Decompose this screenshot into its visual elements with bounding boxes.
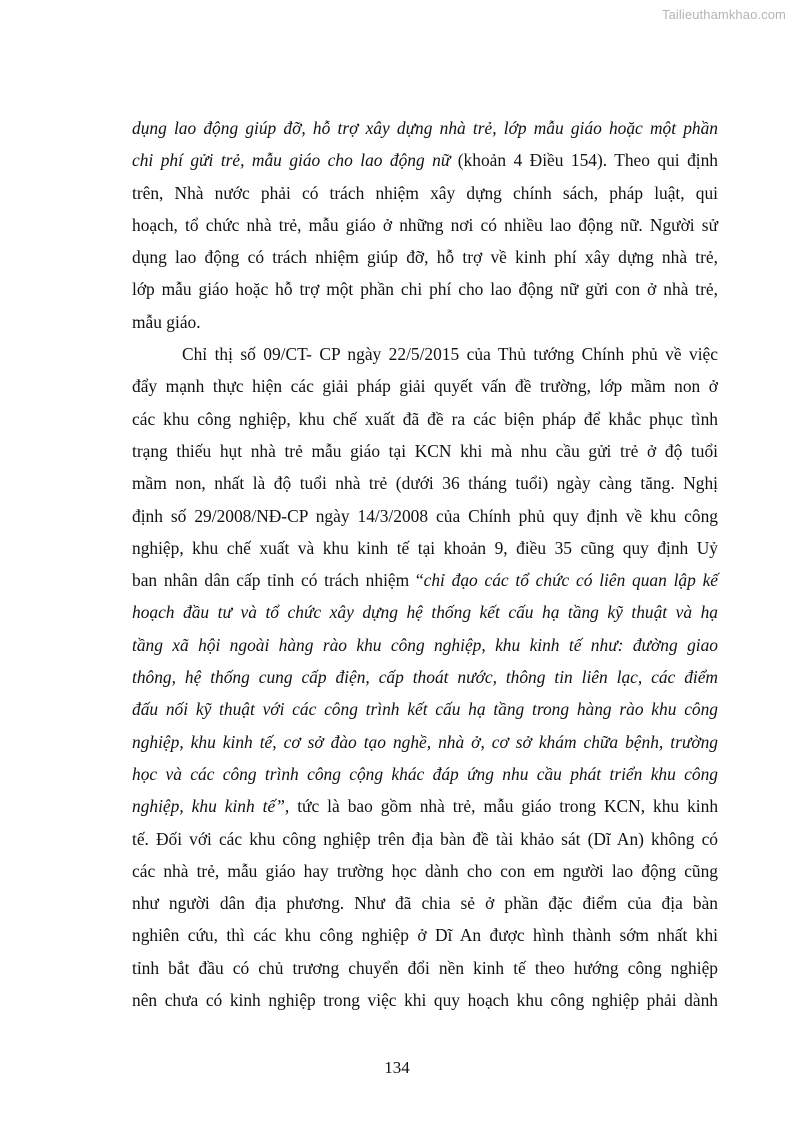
text-line (132, 112, 718, 144)
text-line (132, 306, 718, 338)
text-segment: trạng thiếu hụt nhà trẻ mẫu giáo tại KCN khi mà nhu cầu gửi trẻ ở độ tuổi (132, 440, 718, 461)
text-segment: mầm non, nhất là độ tuổi nhà trẻ (dưới 36 tháng tuổi) ngày càng tăng. Nghị (132, 473, 718, 494)
text-line (132, 887, 718, 919)
text-segment: như người dân địa phương. Như đã chia sẻ ở phần đặc điểm của địa bàn (132, 893, 718, 914)
text-segment: nghiệp, khu chế xuất và khu kinh tế tại khoản 9, điều 35 cũng quy định Uỷ (132, 537, 718, 558)
text-line (132, 758, 718, 790)
text-line (132, 209, 718, 241)
watermark: Tailieuthamkhao.com (661, 7, 786, 22)
text-line (132, 952, 718, 984)
italic-text-segment: thông, hệ thống cung cấp điện, cấp thoát nước, thông tin liên lạc, các điểm (132, 667, 718, 688)
text-segment: Chỉ thị số 09/CT- CP ngày 22/5/2015 của Thủ tướng Chính phủ về việc (182, 344, 718, 365)
text-segment: tỉnh bắt đầu có chủ trương chuyển đổi nền kinh tế theo hướng công nghiệp (132, 957, 718, 978)
text-line (132, 177, 718, 209)
italic-text-segment: dụng lao động giúp đỡ, hỗ trợ xây dựng nhà trẻ, lớp mẫu giáo hoặc một phần (132, 118, 718, 138)
document-body (132, 112, 718, 1016)
italic-text-segment: tầng xã hội ngoài hàng rào khu công nghiệp, khu kinh tế như: đường giao (132, 634, 718, 655)
text-line (132, 661, 718, 693)
text-line (132, 823, 718, 855)
paragraph (132, 338, 718, 1016)
italic-text-segment: học và các công trình công cộng khác đáp ứng nhu cầu phát triển khu công (132, 763, 718, 784)
text-line (132, 596, 718, 628)
text-line (132, 919, 718, 951)
text-segment: (khoản 4 Điều 154). Theo qui định (450, 150, 718, 171)
text-segment: trên, Nhà nước phải có trách nhiệm xây dựng chính sách, pháp luật, qui (132, 182, 718, 203)
text-segment: tức là bao gồm nhà trẻ, mẫu giáo trong KCN, khu kinh (289, 796, 719, 817)
text-line (132, 403, 718, 435)
text-line (132, 338, 718, 370)
text-segment: các khu công nghiệp, khu chế xuất đã đề ra các biện pháp để khắc phục tình (132, 408, 718, 429)
text-line (132, 435, 718, 467)
text-segment: đẩy mạnh thực hiện các giải pháp giải quyết vấn đề trường, lớp mầm non ở (132, 376, 718, 397)
text-segment: mẫu giáo. (132, 311, 201, 332)
text-line (132, 532, 718, 564)
page-number: 134 (384, 1058, 410, 1077)
text-line (132, 629, 718, 661)
text-segment: định số 29/2008/NĐ-CP ngày 14/3/2008 của Chính phủ quy định về khu công (132, 505, 718, 526)
text-line (132, 467, 718, 499)
text-segment: dụng lao động có trách nhiệm giúp đỡ, hỗ trợ về kinh phí xây dựng nhà trẻ, (132, 247, 718, 268)
text-segment: nên chưa có kinh nghiệp trong việc khi quy hoạch khu công nghiệp phải dành (132, 990, 718, 1011)
text-line (132, 144, 718, 176)
text-line (132, 273, 718, 305)
text-segment: nghiên cứu, thì các khu công nghiệp ở Dĩ An được hình thành sớm nhất khi (132, 925, 718, 946)
text-line (132, 370, 718, 402)
text-segment: ban nhân dân cấp tỉnh có trách nhiệm “ (132, 570, 424, 591)
text-line (132, 693, 718, 725)
italic-text-segment: chỉ đạo các tổ chức có liên quan lập kế (423, 570, 719, 591)
paragraph (132, 112, 718, 338)
italic-text-segment: hoạch đầu tư và tổ chức xây dựng hệ thống kết cấu hạ tầng kỹ thuật và hạ (132, 602, 718, 623)
text-line (132, 726, 718, 758)
text-line (132, 241, 718, 273)
italic-text-segment: nghiệp, khu kinh tế”, (132, 796, 290, 817)
italic-text-segment: nghiệp, khu kinh tế, cơ sở đào tạo nghề, nhà ở, cơ sở khám chữa bệnh, trường (132, 731, 718, 752)
text-segment: lớp mẫu giáo hoặc hỗ trợ một phần chi phí cho lao động nữ gửi con ở nhà trẻ, (132, 279, 718, 300)
italic-text-segment: chi phí gửi trẻ, mẫu giáo cho lao động nữ (132, 150, 451, 171)
text-line (132, 855, 718, 887)
text-segment: hoạch, tổ chức nhà trẻ, mẫu giáo ở những nơi có nhiều lao động nữ. Người sử (132, 214, 718, 235)
text-segment: các nhà trẻ, mẫu giáo hay trường học dành cho con em người lao động cũng (132, 860, 718, 881)
text-segment: tế. Đối với các khu công nghiệp trên địa bàn đề tài khảo sát (Dĩ An) không có (132, 828, 718, 849)
text-line (132, 564, 718, 596)
text-line (132, 790, 718, 822)
text-line (132, 500, 718, 532)
italic-text-segment: đấu nối kỹ thuật với các công trình kết cấu hạ tầng trong hàng rào khu công (132, 699, 718, 720)
text-line (132, 984, 718, 1016)
